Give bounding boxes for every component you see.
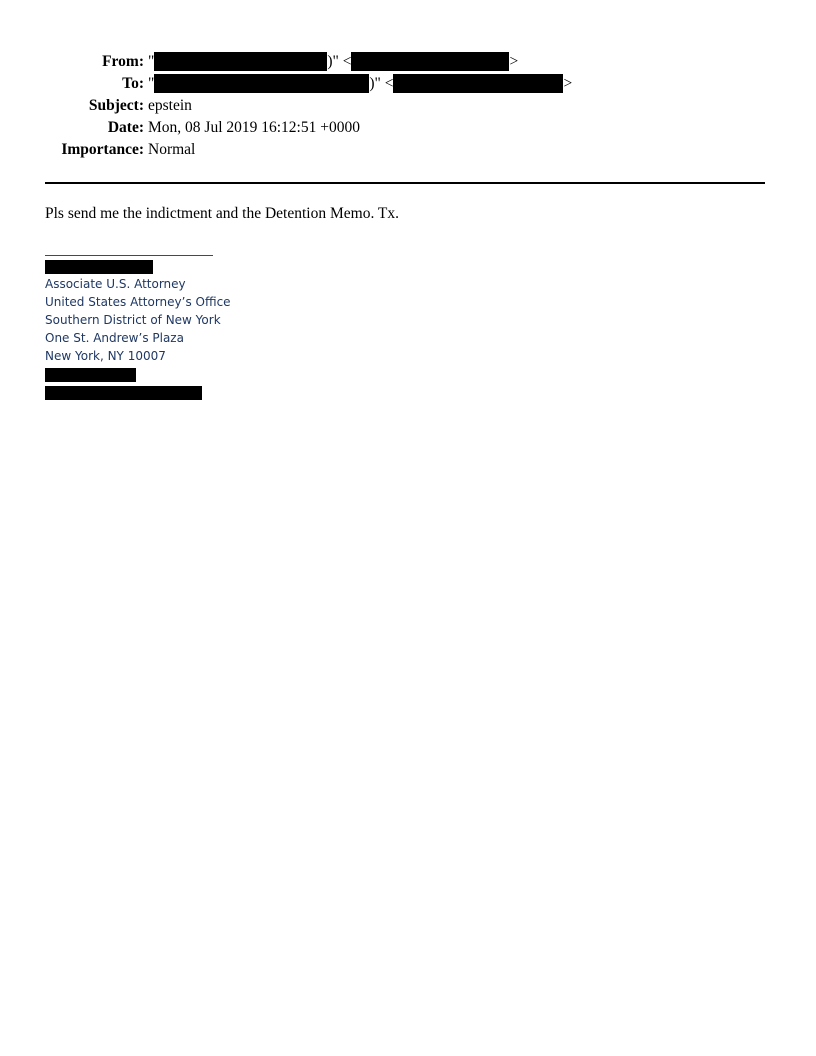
importance-label: Importance:	[61, 141, 144, 158]
to-open-quote: "	[148, 75, 155, 92]
redacted-signature-email	[45, 386, 202, 400]
to-close: >	[563, 75, 573, 92]
signature-street: One St. Andrew’s Plaza	[45, 331, 184, 345]
redacted-recipient-name	[154, 74, 369, 93]
header-divider	[45, 182, 765, 184]
date-label: Date:	[107, 119, 144, 136]
redacted-signature-name	[45, 260, 153, 274]
to-value	[148, 73, 572, 95]
to-separator: )" <	[369, 75, 394, 92]
signature-city: New York, NY 10007	[45, 349, 166, 363]
email-header	[0, 51, 816, 161]
to-label: To:	[122, 75, 144, 92]
to-row	[0, 73, 816, 95]
redacted-signature-phone	[45, 368, 136, 382]
message-body: Pls send me the indictment and the Detention Memo. Tx.	[45, 205, 400, 222]
subject-row	[0, 95, 816, 117]
from-open-quote: "	[148, 53, 155, 70]
from-label: From:	[102, 53, 144, 70]
redacted-sender-email	[351, 52, 509, 71]
importance-value: Normal	[148, 141, 196, 158]
from-close: >	[509, 53, 519, 70]
subject-value: epstein	[148, 97, 192, 114]
signature-district: Southern District of New York	[45, 313, 221, 327]
redacted-recipient-email	[393, 74, 563, 93]
subject-label: Subject:	[88, 97, 144, 114]
from-separator: )" <	[327, 53, 352, 70]
from-row	[0, 51, 816, 73]
signature-title: Associate U.S. Attorney	[45, 277, 186, 291]
importance-row	[0, 139, 816, 161]
signature-separator-line	[45, 240, 213, 256]
date-value: Mon, 08 Jul 2019 16:12:51 +0000	[148, 119, 360, 136]
signature-office: United States Attorney’s Office	[45, 295, 231, 309]
from-value	[148, 51, 518, 73]
date-row	[0, 117, 816, 139]
redacted-sender-name	[154, 52, 327, 71]
